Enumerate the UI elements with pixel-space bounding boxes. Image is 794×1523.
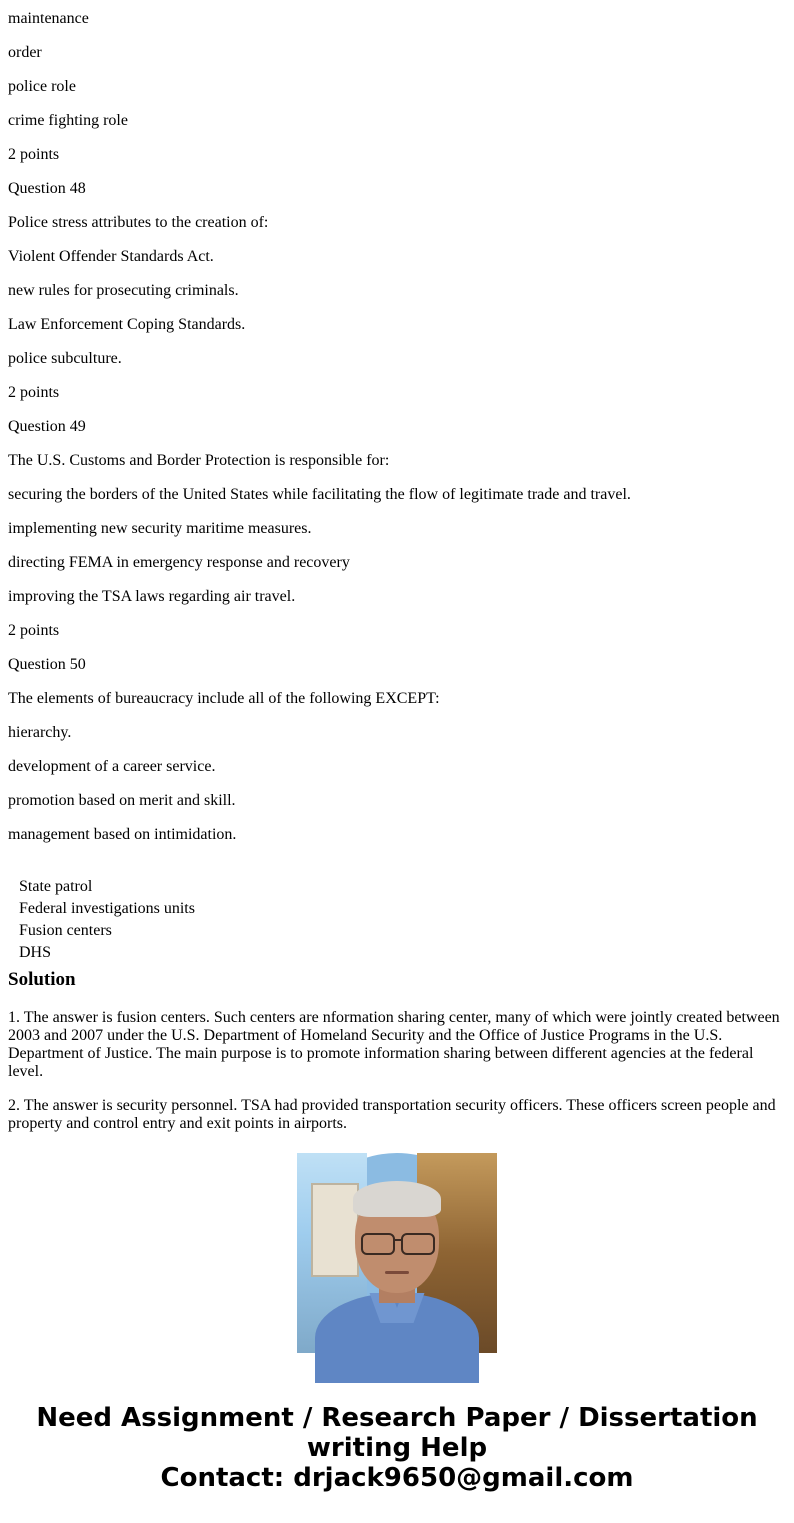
points-label: 2 points <box>8 146 60 163</box>
help-banner-line: writing Help <box>306 1433 488 1463</box>
option-list <box>8 876 786 964</box>
question-lines <box>8 0 786 850</box>
answer-option: management based on intimidation. <box>8 826 237 843</box>
author-avatar <box>297 1153 497 1353</box>
solution-paragraph: 1. The answer is fusion centers. Such centers are nformation sharing center, many of which were jointly created between 2003 and 2007 under the U.S. Department of Homeland Security and the Office of Justice Programs in the U.S. Department of Justice. The main purpose is to promote information sharing between different agencies at the federal level. <box>8 1009 780 1080</box>
answer-option: police role <box>8 78 76 95</box>
answer-option: police subculture. <box>8 350 122 367</box>
option-item: State patrol <box>19 878 93 895</box>
answer-option: Violent Offender Standards Act. <box>8 248 214 265</box>
solution-paragraph: 2. The answer is security personnel. TSA had provided transportation security officers. These officers screen people and property and control entry and exit points in airports. <box>8 1097 776 1132</box>
help-banner-line: Need Assignment / Research Paper / Dissertation <box>36 1403 758 1433</box>
answer-option: order <box>8 44 42 61</box>
points-label: 2 points <box>8 622 60 639</box>
answer-option: development of a career service. <box>8 758 216 775</box>
answer-option: maintenance <box>8 10 89 27</box>
question-text: Police stress attributes to the creation of: <box>8 214 269 231</box>
question-text: The U.S. Customs and Border Protection is responsible for: <box>8 452 390 469</box>
help-banner <box>0 1403 794 1493</box>
question-number: Question 50 <box>8 656 86 673</box>
solution-heading: Solution <box>8 969 76 990</box>
option-item: DHS <box>19 944 52 961</box>
answer-option: implementing new security maritime measures. <box>8 520 312 537</box>
answer-option: promotion based on merit and skill. <box>8 792 236 809</box>
option-item: Federal investigations units <box>19 900 195 917</box>
solution-body <box>8 1009 786 1132</box>
contact-email: Contact: drjack9650@gmail.com <box>160 1463 634 1493</box>
answer-option: directing FEMA in emergency response and recovery <box>8 554 350 571</box>
question-number: Question 48 <box>8 180 86 197</box>
answer-option: new rules for prosecuting criminals. <box>8 282 239 299</box>
question-text: The elements of bureaucracy include all of the following EXCEPT: <box>8 690 440 707</box>
answer-option: improving the TSA laws regarding air travel. <box>8 588 296 605</box>
option-item: Fusion centers <box>19 922 112 939</box>
answer-option: securing the borders of the United States while facilitating the flow of legitimate trade and travel. <box>8 486 631 503</box>
answer-option: crime fighting role <box>8 112 128 129</box>
question-number: Question 49 <box>8 418 86 435</box>
points-label: 2 points <box>8 384 60 401</box>
document-content <box>8 0 786 1132</box>
answer-option: Law Enforcement Coping Standards. <box>8 316 246 333</box>
answer-option: hierarchy. <box>8 724 72 741</box>
